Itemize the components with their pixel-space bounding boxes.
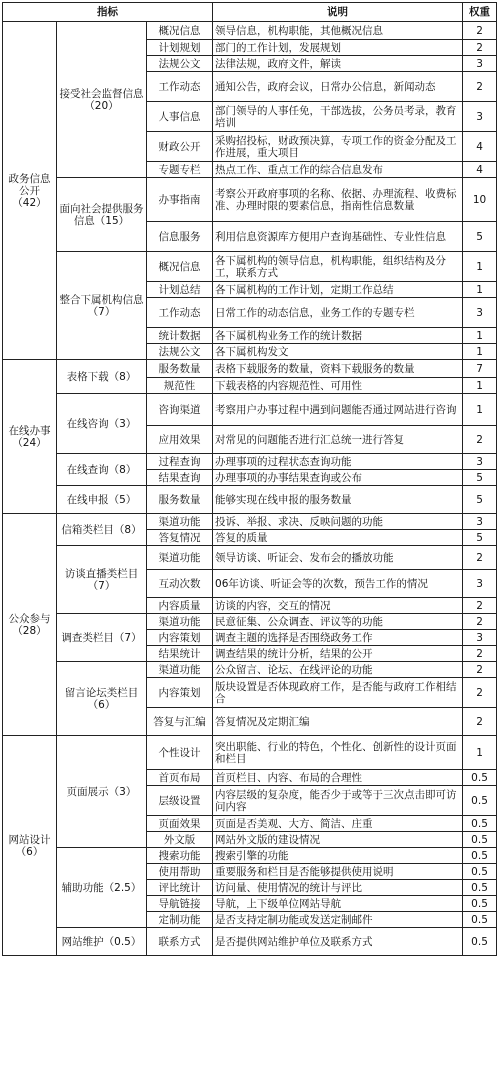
item-description-cell: 各下属机构业务工作的统计数据 [213,328,463,344]
item-name-cell: 页面效果 [147,816,213,832]
item-weight-cell: 3 [463,454,497,470]
item-description-cell: 法律法规，政府文件，解读 [213,56,463,72]
subcategory-cell: 接受社会监督信息（20） [57,22,147,178]
item-weight-cell: 0.5 [463,896,497,912]
table-row [3,394,497,426]
table-row [3,486,497,514]
item-description-cell: 表格下载服务的数量，资料下载服务的数量 [213,360,463,378]
item-name-cell: 互动次数 [147,570,213,598]
item-name-cell: 概况信息 [147,252,213,282]
item-weight-cell: 5 [463,222,497,252]
subcategory-cell: 面向社会提供服务信息（15） [57,178,147,252]
item-description-cell: 网站外文版的建设情况 [213,832,463,848]
subcategory-cell: 网站维护（0.5） [57,928,147,956]
item-weight-cell: 1 [463,344,497,360]
item-description-cell: 各下属机构的领导信息，机构职能，组织结构及分工，联系方式 [213,252,463,282]
item-name-cell: 评比统计 [147,880,213,896]
item-name-cell: 搜索功能 [147,848,213,864]
subcategory-cell: 辅助功能（2.5） [57,848,147,928]
item-description-cell: 热点工作、重点工作的综合信息发布 [213,162,463,178]
item-description-cell: 领导访谈、听证会、发布会的播放功能 [213,546,463,570]
item-name-cell: 答复与汇编 [147,708,213,736]
item-name-cell: 渠道功能 [147,546,213,570]
item-description-cell: 首页栏目、内容、布局的合理性 [213,770,463,786]
item-weight-cell: 3 [463,514,497,530]
table-row [3,614,497,630]
item-description-cell: 答复的质量 [213,530,463,546]
item-weight-cell: 0.5 [463,816,497,832]
item-weight-cell: 3 [463,570,497,598]
item-name-cell: 外文版 [147,832,213,848]
item-name-cell: 渠道功能 [147,514,213,530]
item-name-cell: 内容策划 [147,678,213,708]
item-weight-cell: 5 [463,486,497,514]
item-name-cell: 使用帮助 [147,864,213,880]
item-description-cell: 版块设置是否体现政府工作，是否能与政府工作相结合 [213,678,463,708]
item-description-cell: 考察用户办事过程中遇到问题能否通过网站进行咨询 [213,394,463,426]
item-description-cell: 06年访谈、听证会等的次数，预告工作的情况 [213,570,463,598]
item-description-cell: 对常见的问题能否进行汇总统一进行答复 [213,426,463,454]
table-body [3,22,497,956]
item-description-cell: 部门的工作计划，发展规划 [213,40,463,56]
item-weight-cell: 2 [463,614,497,630]
table-row [3,546,497,570]
subcategory-cell: 页面展示（3） [57,736,147,848]
subcategory-cell: 调查类栏目（7） [57,614,147,662]
item-name-cell: 渠道功能 [147,662,213,678]
category-cell: 政务信息公开（42） [3,22,57,360]
item-weight-cell: 5 [463,470,497,486]
item-weight-cell: 0.5 [463,912,497,928]
subcategory-cell: 整合下属机构信息（7） [57,252,147,360]
item-weight-cell: 3 [463,56,497,72]
subcategory-cell: 在线咨询（3） [57,394,147,454]
item-weight-cell: 4 [463,132,497,162]
item-weight-cell: 1 [463,378,497,394]
item-description-cell: 投诉、举报、求决、反映问题的功能 [213,514,463,530]
subcategory-cell: 表格下载（8） [57,360,147,394]
item-weight-cell: 0.5 [463,786,497,816]
item-weight-cell: 2 [463,708,497,736]
item-name-cell: 结果统计 [147,646,213,662]
subcategory-cell: 访谈直播类栏目（7） [57,546,147,614]
item-name-cell: 定制功能 [147,912,213,928]
header-description: 说明 [213,3,463,22]
item-name-cell: 规范性 [147,378,213,394]
category-cell: 在线办事（24） [3,360,57,514]
item-name-cell: 财政公开 [147,132,213,162]
item-name-cell: 工作动态 [147,298,213,328]
item-description-cell: 是否支持定制功能或发送定制邮件 [213,912,463,928]
item-description-cell: 民意征集、公众调查、评议等的功能 [213,614,463,630]
item-weight-cell: 0.5 [463,928,497,956]
item-weight-cell: 2 [463,40,497,56]
item-name-cell: 专题专栏 [147,162,213,178]
item-name-cell: 过程查询 [147,454,213,470]
item-name-cell: 咨询渠道 [147,394,213,426]
item-weight-cell: 5 [463,530,497,546]
category-cell: 公众参与（28） [3,514,57,736]
item-weight-cell: 4 [463,162,497,178]
table-row [3,736,497,770]
item-weight-cell: 2 [463,72,497,102]
item-weight-cell: 2 [463,598,497,614]
table-row [3,252,497,282]
table-row [3,928,497,956]
item-name-cell: 内容质量 [147,598,213,614]
item-description-cell: 能够实现在线申报的服务数量 [213,486,463,514]
table-row [3,514,497,530]
item-name-cell: 服务数量 [147,486,213,514]
item-name-cell: 计划总结 [147,282,213,298]
header-indicator: 指标 [3,3,213,22]
subcategory-cell: 在线申报（5） [57,486,147,514]
table-row [3,454,497,470]
item-name-cell: 内容策划 [147,630,213,646]
item-description-cell: 调查主题的选择是否围绕政务工作 [213,630,463,646]
header-row [3,3,497,22]
item-weight-cell: 2 [463,662,497,678]
item-weight-cell: 3 [463,630,497,646]
item-name-cell: 概况信息 [147,22,213,40]
item-description-cell: 访问量、使用情况的统计与评比 [213,880,463,896]
item-description-cell: 公众留言、论坛、在线评论的功能 [213,662,463,678]
item-description-cell: 领导信息，机构职能，其他概况信息 [213,22,463,40]
item-name-cell: 法规公文 [147,56,213,72]
header-weight: 权重 [463,3,497,22]
item-weight-cell: 2 [463,426,497,454]
indicator-table [2,2,497,956]
item-description-cell: 各下属机构发文 [213,344,463,360]
item-description-cell: 导航，上下级单位网站导航 [213,896,463,912]
item-name-cell: 结果查询 [147,470,213,486]
item-name-cell: 应用效果 [147,426,213,454]
item-name-cell: 个性设计 [147,736,213,770]
item-weight-cell: 0.5 [463,832,497,848]
table-row [3,360,497,378]
item-description-cell: 各下属机构的工作计划，定期工作总结 [213,282,463,298]
item-name-cell: 计划规划 [147,40,213,56]
item-description-cell: 页面是否美观、大方、简洁、庄重 [213,816,463,832]
item-description-cell: 部门领导的人事任免，干部选拔，公务员考录，教育培训 [213,102,463,132]
item-description-cell: 突出职能、行业的特色，个性化、创新性的设计页面和栏目 [213,736,463,770]
item-weight-cell: 1 [463,736,497,770]
item-description-cell: 办理事项的过程状态查询功能 [213,454,463,470]
item-name-cell: 服务数量 [147,360,213,378]
indicator-table-sheet [2,2,498,1078]
item-name-cell: 信息服务 [147,222,213,252]
item-weight-cell: 10 [463,178,497,222]
item-weight-cell: 2 [463,646,497,662]
item-description-cell: 考察公开政府事项的名称、依据、办理流程、收费标准、办理时限的要素信息，指南性信息数量 [213,178,463,222]
subcategory-cell: 留言论坛类栏目（6） [57,662,147,736]
item-weight-cell: 1 [463,252,497,282]
item-description-cell: 重要服务和栏目是否能够提供使用说明 [213,864,463,880]
item-description-cell: 答复情况及定期汇编 [213,708,463,736]
item-description-cell: 搜索引擎的功能 [213,848,463,864]
item-description-cell: 办理事项的办事结果查询或公布 [213,470,463,486]
item-name-cell: 答复情况 [147,530,213,546]
item-description-cell: 访谈的内容，交互的情况 [213,598,463,614]
item-name-cell: 办事指南 [147,178,213,222]
item-name-cell: 导航链接 [147,896,213,912]
item-name-cell: 层级设置 [147,786,213,816]
item-weight-cell: 1 [463,328,497,344]
item-name-cell: 联系方式 [147,928,213,956]
item-description-cell: 采购招投标，财政预决算，专项工作的资金分配及工作进展，重大项目 [213,132,463,162]
category-cell: 网站设计（6） [3,736,57,956]
table-row [3,848,497,864]
item-weight-cell: 0.5 [463,864,497,880]
item-description-cell: 利用信息资源库方便用户查询基础性、专业性信息 [213,222,463,252]
item-weight-cell: 0.5 [463,880,497,896]
item-weight-cell: 3 [463,102,497,132]
item-name-cell: 法规公文 [147,344,213,360]
item-description-cell: 内容层级的复杂度，能否少于或等于三次点击即可访问内容 [213,786,463,816]
item-name-cell: 渠道功能 [147,614,213,630]
item-weight-cell: 1 [463,282,497,298]
item-weight-cell: 1 [463,394,497,426]
item-description-cell: 通知公告，政府会议，日常办公信息，新闻动态 [213,72,463,102]
table-row [3,178,497,222]
item-description-cell: 日常工作的动态信息，业务工作的专题专栏 [213,298,463,328]
item-weight-cell: 2 [463,546,497,570]
item-weight-cell: 7 [463,360,497,378]
item-description-cell: 下载表格的内容规范性、可用性 [213,378,463,394]
table-row [3,22,497,40]
item-description-cell: 调查结果的统计分析，结果的公开 [213,646,463,662]
item-name-cell: 统计数据 [147,328,213,344]
item-weight-cell: 2 [463,22,497,40]
item-weight-cell: 2 [463,678,497,708]
item-description-cell: 是否提供网站维护单位及联系方式 [213,928,463,956]
item-weight-cell: 0.5 [463,848,497,864]
item-weight-cell: 3 [463,298,497,328]
table-row [3,662,497,678]
item-name-cell: 人事信息 [147,102,213,132]
item-name-cell: 工作动态 [147,72,213,102]
item-name-cell: 首页布局 [147,770,213,786]
subcategory-cell: 在线查询（8） [57,454,147,486]
item-weight-cell: 0.5 [463,770,497,786]
subcategory-cell: 信箱类栏目（8） [57,514,147,546]
